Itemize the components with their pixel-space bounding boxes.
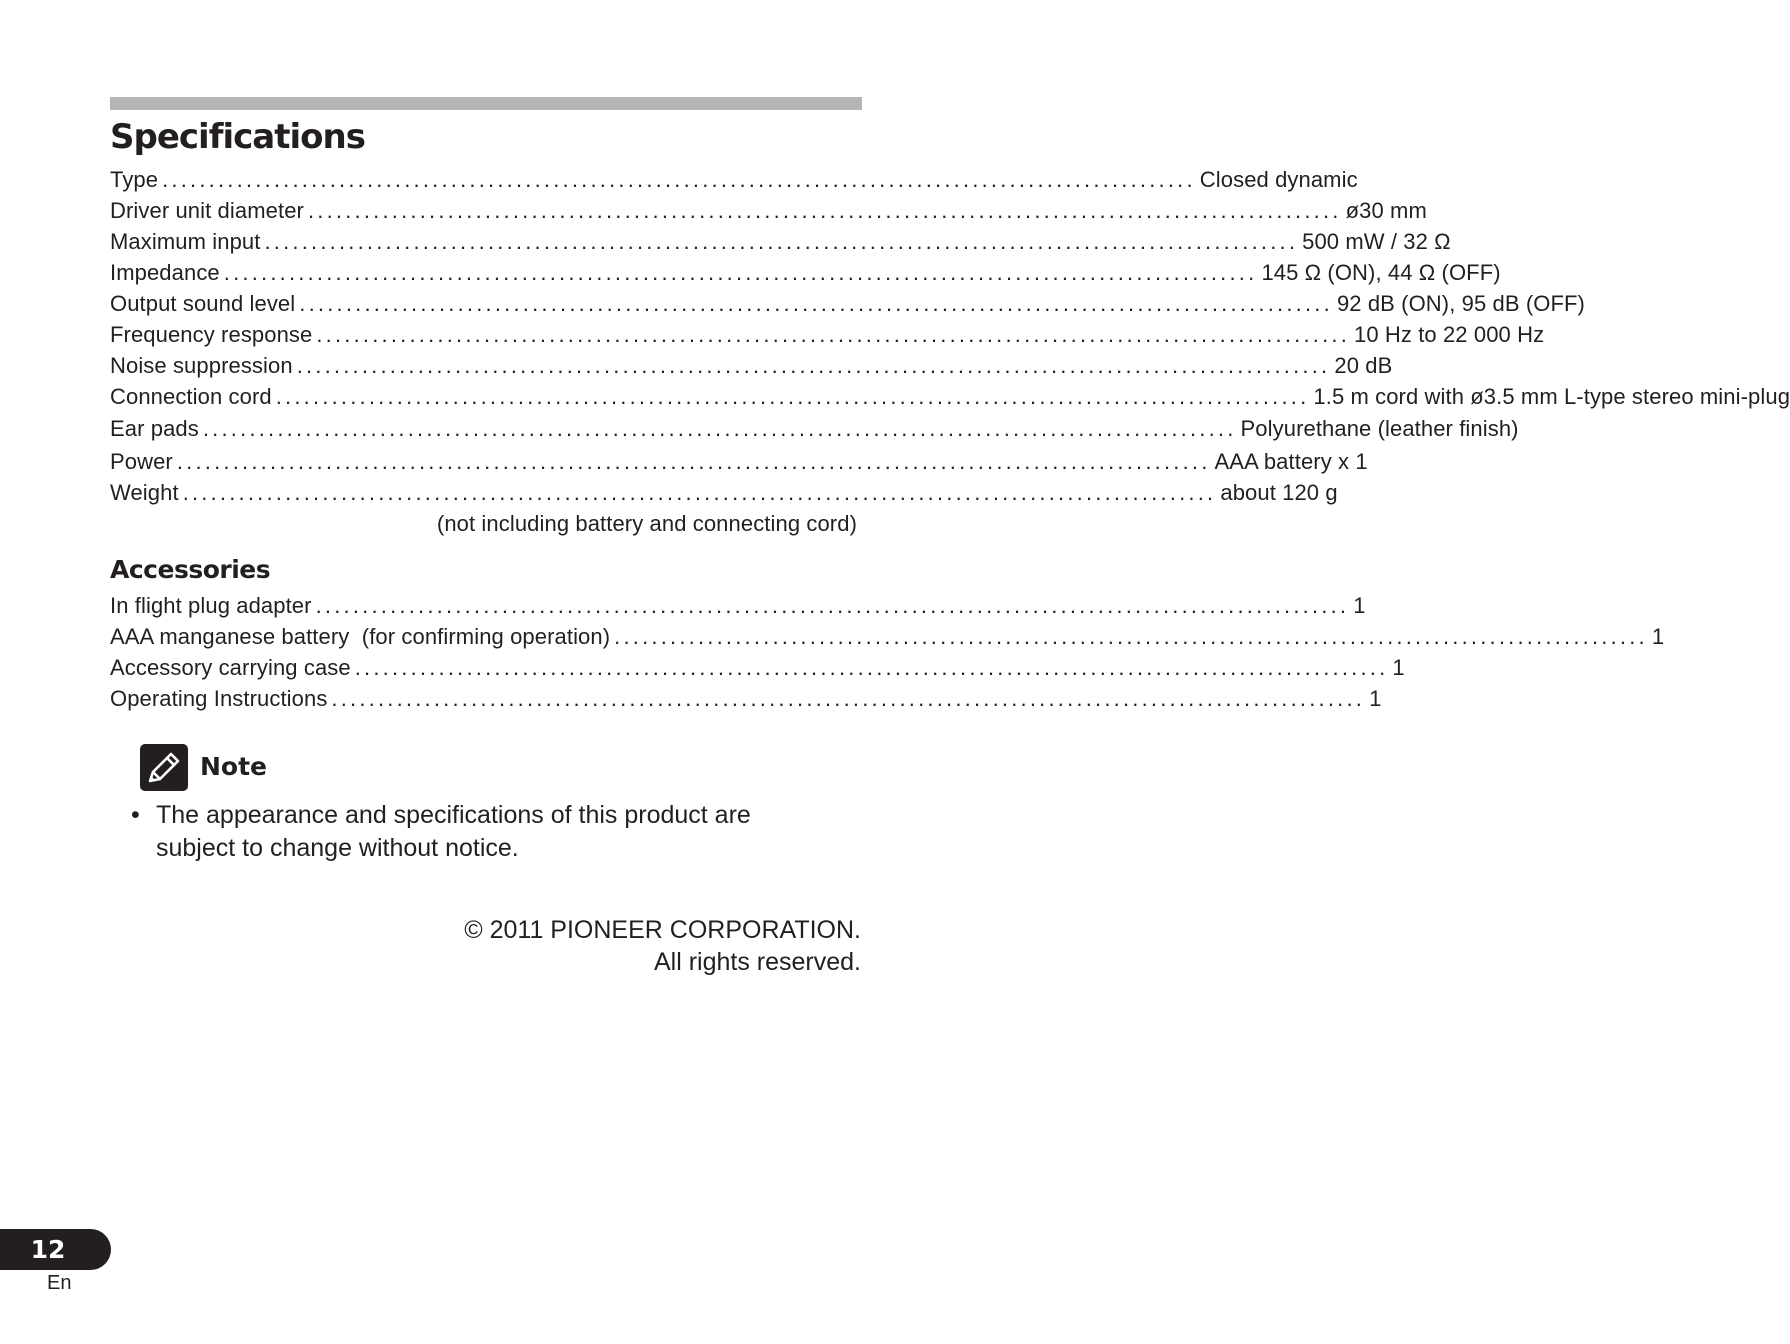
accessories-list (110, 590, 1665, 714)
accessory-label: Accessory carrying case (110, 655, 351, 680)
copyright-line: © 2011 PIONEER CORPORATION. (464, 916, 861, 944)
accessory-row (110, 621, 1665, 652)
accessory-row (110, 652, 1405, 683)
dot-leader: ............................................................................................................... (162, 167, 1196, 192)
spec-label: Frequency response (110, 322, 313, 347)
header-rule (110, 97, 862, 110)
dot-leader: ............................................................................................................... (176, 449, 1211, 474)
spec-label: Output sound level (110, 291, 296, 316)
spec-value: 1.5 m cord with ø3.5 mm L-type stereo mini-plug (1313, 384, 1790, 409)
copyright (464, 914, 861, 978)
spec-row-max-input (110, 226, 1451, 257)
dot-leader: ............................................................................................................... (264, 229, 1299, 254)
spec-row-power (110, 446, 1368, 477)
spec-label: Power (110, 449, 173, 474)
page-number: 12 (30, 1235, 66, 1264)
spec-weight-note (110, 508, 857, 539)
bullet-icon: • (131, 801, 140, 829)
spec-row-cord (110, 381, 1790, 412)
spec-row-noise (110, 350, 1393, 381)
accessory-row (110, 590, 1366, 621)
dot-leader: ............................................................................................................... (307, 198, 1342, 223)
weight-note-text: (not including battery and connecting cord) (436, 511, 857, 536)
spec-row-ear-pads (110, 412, 1519, 446)
dot-leader: ............................................................................................................... (315, 593, 1350, 618)
spec-value: 92 dB (ON), 95 dB (OFF) (1336, 291, 1585, 316)
spec-value: ø30 mm (1345, 198, 1427, 223)
spec-row-driver (110, 195, 1427, 226)
spec-row-impedance (110, 257, 1501, 288)
dot-leader: ............................................................................................................... (182, 480, 1217, 505)
page-title: Specifications (110, 117, 365, 157)
dot-leader: ............................................................................................................... (223, 260, 1258, 285)
spec-value: 500 mW / 32 Ω (1302, 229, 1451, 254)
rights-line: All rights reserved. (653, 948, 861, 976)
spec-label: Type (110, 167, 159, 192)
spec-value: 20 dB (1334, 353, 1393, 378)
spec-value: Closed dynamic (1199, 167, 1358, 192)
dot-leader: ............................................................................................................... (614, 624, 1648, 649)
dot-leader: ............................................................................................................... (331, 686, 1366, 711)
accessory-label: Operating Instructions (110, 686, 328, 711)
spec-label: Maximum input (110, 229, 261, 254)
spec-label: Ear pads (110, 416, 199, 441)
spec-value: about 120 g (1220, 480, 1338, 505)
accessory-qty: 1 (1392, 655, 1405, 680)
spec-label: Driver unit diameter (110, 198, 304, 223)
spec-value: 10 Hz to 22 000 Hz (1354, 322, 1545, 347)
dot-leader: ............................................................................................................... (275, 384, 1310, 409)
accessories-title: Accessories (110, 555, 271, 584)
language-code: En (47, 1272, 72, 1294)
accessory-label: In flight plug adapter (110, 593, 312, 618)
accessory-qty: 1 (1651, 624, 1665, 649)
spec-value: AAA battery x 1 (1214, 449, 1368, 474)
spec-row-weight (110, 477, 1338, 508)
spec-value: 145 Ω (ON), 44 Ω (OFF) (1261, 260, 1501, 285)
pencil-icon (140, 744, 188, 791)
spec-label: Connection cord (110, 384, 272, 409)
spec-label: Noise suppression (110, 353, 293, 378)
spec-row-type (110, 164, 1358, 195)
accessory-qty: 1 (1353, 593, 1366, 618)
note-heading: Note (200, 752, 268, 781)
spec-label: Weight (110, 480, 179, 505)
specifications-list (110, 164, 1790, 539)
dot-leader: ............................................................................................................... (354, 655, 1389, 680)
spec-value: Polyurethane (leather finish) (1240, 416, 1519, 441)
dot-leader: ............................................................................................................... (202, 416, 1237, 441)
dot-leader: ............................................................................................................... (296, 353, 1331, 378)
accessory-label: AAA manganese battery (for confirming operation) (110, 624, 611, 649)
dot-leader: ............................................................................................................... (299, 291, 1333, 316)
accessory-row (110, 683, 1382, 714)
note-text: The appearance and specifications of this product are subject to change without notice. (156, 801, 751, 862)
spec-row-output (110, 288, 1585, 319)
spec-row-frequency (110, 319, 1545, 350)
dot-leader: ............................................................................................................... (316, 322, 1351, 347)
note-list-item (131, 799, 831, 865)
spec-label: Impedance (110, 260, 220, 285)
accessory-qty: 1 (1369, 686, 1382, 711)
